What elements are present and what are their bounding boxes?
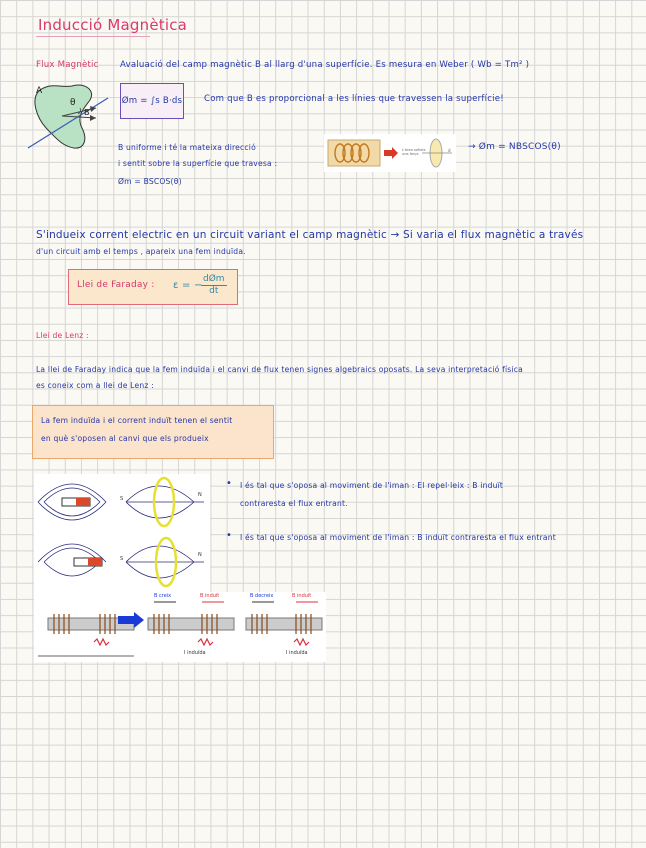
uniform-text-2: i sentit sobre la superfície que travesa : <box>118 159 278 168</box>
bullet-dot-1: • <box>226 478 232 489</box>
field-label: B <box>84 108 90 117</box>
pole-n-top: N <box>198 492 202 498</box>
faraday-fraction <box>201 274 227 297</box>
induction-sentence-2: d'un circuit amb el temps , apareix una fem induïda. <box>36 247 246 256</box>
area-label: A <box>36 86 43 96</box>
bullet-2-line-1: I és tal que s'oposa al moviment de l'iman : B induït contraresta el flux entrant <box>240 533 556 542</box>
flux-integral-box <box>120 83 184 119</box>
field-lines-top-right <box>126 486 204 518</box>
flux-label: Flux Magnètic <box>36 60 99 70</box>
lenz-box-2: en què s'oposen al canvi que els produeix <box>41 434 209 443</box>
induction-sentence-1: S'indueix corrent electric en un circuit variant el camp magnètic → Si varia el flux magnètic a través <box>36 229 584 241</box>
title-underline <box>36 36 150 37</box>
lenz-box-1: La fem induïda i el corrent induït tenen el sentit <box>41 416 233 425</box>
lenz-text-2: es coneix com a llei de Lenz : <box>36 381 154 390</box>
pole-s-bottom: S <box>120 556 124 562</box>
coil-arrow <box>384 147 398 159</box>
faraday-den: dt <box>209 286 219 296</box>
label-b-decreix: B decreix <box>250 593 274 599</box>
core-2 <box>148 618 234 630</box>
b-arrow-head <box>90 115 96 121</box>
faraday-eps: ε = − <box>173 280 203 291</box>
label-b-induit-1: B induït <box>200 593 220 599</box>
pole-n-bottom: N <box>198 552 202 558</box>
uniform-text-1: B uniforme i té la mateixa direcció <box>118 143 256 152</box>
lenz-text-1: La llei de Faraday indica que la fem induïda i el canvi de flux tenen signes algebraics oposats. La seva interpretació física <box>36 365 523 374</box>
magnet-figure <box>34 474 210 592</box>
magnet-svg <box>34 474 210 592</box>
label-b-induit-2: B induït <box>292 593 312 599</box>
coil-letter: d <box>448 148 451 153</box>
pole-s-top: S <box>120 496 124 502</box>
magnet-top-left-north <box>76 498 90 506</box>
coil-caption: L'àrea sofreix una força <box>402 148 426 156</box>
bullet-1-line-1: I és tal que s'oposa al moviment de l'iman : El repel·leix : B induït <box>240 481 504 490</box>
label-i-induida-1: I induïda <box>184 650 206 656</box>
field-lines-bottom-right <box>126 546 204 578</box>
lenz-heading: Llei de Lenz : <box>36 331 89 340</box>
circuit-svg <box>34 592 326 662</box>
flux-definition: Avaluació del camp magnètic B al llarg d'una superfície. Es mesura en Weber ( Wb = Tm² ) <box>120 60 530 70</box>
magnet-bottom-left-north <box>88 558 102 566</box>
uniform-formula: Øm = BSCOS(θ) <box>118 177 182 186</box>
bullet-1-line-2: contraresta el flux entrant. <box>240 499 348 508</box>
label-b-creix: B creix <box>154 593 172 599</box>
angle-label: θ <box>70 98 76 108</box>
faraday-box <box>68 269 238 305</box>
proportional-note: Com que B es proporcional a les línies que travessen la superfície! <box>204 94 504 104</box>
circuit-figure <box>34 592 326 662</box>
page-title: Inducció Magnètica <box>38 16 188 34</box>
n-flux-formula: → Øm = NBSCOS(θ) <box>468 142 561 152</box>
faraday-label: Llei de Faraday : <box>77 280 155 290</box>
flux-integral: Øm = ∫s B·ds <box>121 96 183 106</box>
label-i-induida-2: I induïda <box>286 650 308 656</box>
coil-svg <box>324 134 456 172</box>
lenz-box <box>32 405 274 459</box>
faraday-num: dØm <box>203 274 225 284</box>
coil-figure <box>324 134 456 172</box>
bullet-dot-2: • <box>226 530 232 541</box>
resistors <box>94 639 309 645</box>
